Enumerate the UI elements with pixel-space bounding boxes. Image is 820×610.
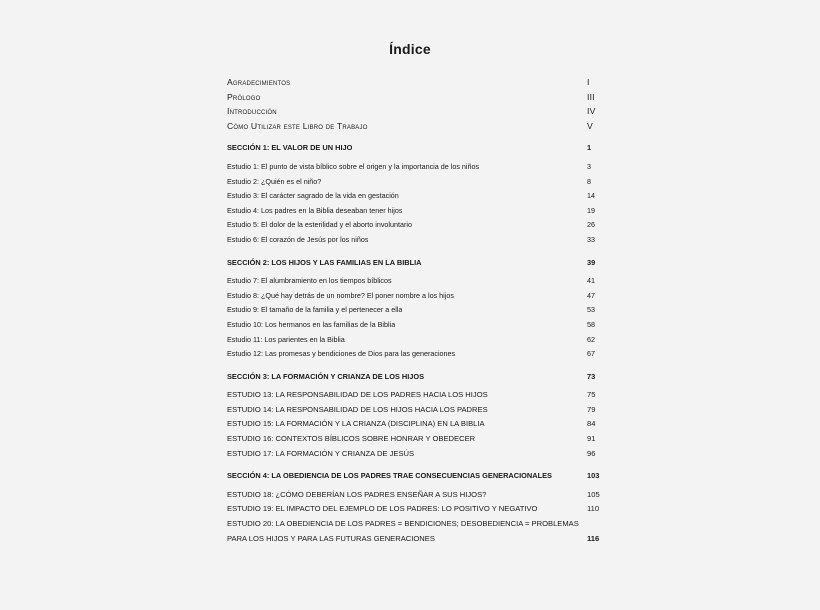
toc-entry-label: Estudio 3: El carácter sagrado de la vida en gestación [227,191,399,201]
toc-row [227,417,607,432]
toc-entry-label: Estudio 7: El alumbramiento en los tiempos bíblicos [227,276,392,286]
toc-entry-label: Estudio 10: Los hermanos en las familias de la Biblia [227,319,396,329]
toc-entry-label: Estudio 12: Las promesas y bendiciones de Dios para las generaciones [227,349,456,359]
toc-entry-label: PARA LOS HIJOS Y PARA LAS FUTURAS GENERACIONES [227,533,435,543]
toc-row [227,347,607,362]
toc-entry-page: 84 [587,419,596,429]
toc-row [227,502,607,517]
section-title: SECCIÓN 2: LOS HIJOS Y LAS FAMILIAS EN LA BIBLIA [227,257,422,267]
toc-entry-page: 67 [587,349,595,359]
toc-row [227,218,607,233]
toc-entry-label: ESTUDIO 14: LA RESPONSABILIDAD DE LOS HIJOS HACIA LOS PADRES [227,404,488,414]
section-heading [227,141,607,156]
toc-row [227,532,607,547]
toc-entry-page: 105 [587,489,600,499]
toc-entry-page: 8 [587,176,591,186]
toc-entry-page: I [587,77,590,87]
section-page: 39 [587,257,596,267]
toc-entry-page: 62 [587,334,595,344]
toc-entry-page: 116 [587,533,600,543]
toc-entry-page: IV [587,106,596,117]
toc-entry-label: ESTUDIO 18: ¿CÓMO DEBERÍAN LOS PADRES ENSEÑAR A SUS HIJOS? [227,489,487,499]
page-title: Índice [389,41,431,57]
toc-row-front [227,90,607,105]
toc-row [227,447,607,462]
section-page: 103 [587,471,600,481]
toc-row [227,160,607,175]
toc-entry-label: Agradecimientos [227,77,291,87]
section-page: 73 [587,371,596,381]
toc-entry-label: ESTUDIO 17: LA FORMACIÓN Y CRIANZA DE JESÚS [227,448,415,458]
toc-entry-page: 79 [587,404,596,414]
toc-row [227,303,607,318]
section-title: SECCIÓN 1: EL VALOR DE UN HIJO [227,143,353,153]
section-title: SECCIÓN 3: LA FORMACIÓN Y CRIANZA DE LOS HIJOS [227,371,425,381]
toc-row-front [227,104,607,119]
toc-row [227,204,607,219]
section-title: SECCIÓN 4: LA OBEDIENCIA DE LOS PADRES TRAE CONSECUENCIAS GENERACIONALES [227,471,552,481]
toc-row [227,189,607,204]
toc-entry-label: ESTUDIO 15: LA FORMACIÓN Y LA CRIANZA (DISCIPLINA) EN LA BIBLIA [227,419,485,429]
toc-entry-page: 41 [587,276,595,286]
toc-entry-label: Estudio 9: El tamaño de la familia y el pertenecer a ella [227,305,403,315]
toc-row [227,274,607,289]
toc-entry-label: Cómo Utilizar este Libro de Trabajo [227,120,368,131]
toc-entry-label: Estudio 1: El punto de vista bíblico sobre el origen y la importancia de los niños [227,161,480,171]
table-of-contents [227,75,607,546]
section-page: 1 [587,143,592,153]
toc-entry-page: 26 [587,220,595,230]
toc-row [227,403,607,418]
toc-entry-label: Prólogo [227,91,261,102]
toc-row [227,233,607,248]
section-heading [227,256,607,271]
toc-entry-label: Estudio 8: ¿Qué hay detrás de un nombre? El poner nombre a los hijos [227,290,454,300]
toc-row [227,318,607,333]
toc-row [227,388,607,403]
toc-entry-page: III [587,91,595,102]
toc-row [227,432,607,447]
toc-entry-label: Estudio 2: ¿Quién es el niño? [227,176,322,186]
toc-entry-label: Estudio 5: El dolor de la esterilidad y el aborto involuntario [227,220,412,230]
toc-entry-page: 47 [587,290,595,300]
toc-row [227,333,607,348]
section-heading [227,469,607,484]
toc-entry-page: 3 [587,161,591,171]
toc-entry-page: 14 [587,191,595,201]
toc-entry-page: 19 [587,205,595,215]
toc-entry-page: 75 [587,390,596,400]
toc-entry-label: Estudio 11: Los parientes en la Biblia [227,334,345,344]
toc-entry-page: 58 [587,319,595,329]
toc-entry-page: 91 [587,434,596,444]
toc-entry-label: ESTUDIO 20: LA OBEDIENCIA DE LOS PADRES = BENDICIONES; DESOBEDIENCIA = PROBLEMAS [227,519,579,529]
toc-row-front [227,119,607,134]
toc-entry-page: V [587,120,593,131]
toc-entry-label: ESTUDIO 16: CONTEXTOS BÍBLICOS SOBRE HONRAR Y OBEDECER [227,434,476,444]
toc-entry-page: 110 [587,504,600,514]
toc-row-front [227,75,607,90]
toc-entry-label: ESTUDIO 13: LA RESPONSABILIDAD DE LOS PADRES HACIA LOS HIJOS [227,390,488,400]
toc-entry-label: Introducción [227,106,277,117]
section-heading [227,370,607,385]
toc-entry-label: Estudio 6: El corazón de Jesús por los niños [227,234,369,244]
toc-entry-label: Estudio 4: Los padres en la Biblia deseaban tener hijos [227,205,403,215]
toc-entry-page: 96 [587,448,596,458]
toc-entry-page: 33 [587,234,595,244]
toc-entry-page: 53 [587,305,595,315]
toc-row [227,175,607,190]
toc-row [227,517,607,532]
toc-entry-label: ESTUDIO 19: EL IMPACTO DEL EJEMPLO DE LOS PADRES: LO POSITIVO Y NEGATIVO [227,504,538,514]
toc-row [227,289,607,304]
toc-row [227,488,607,503]
